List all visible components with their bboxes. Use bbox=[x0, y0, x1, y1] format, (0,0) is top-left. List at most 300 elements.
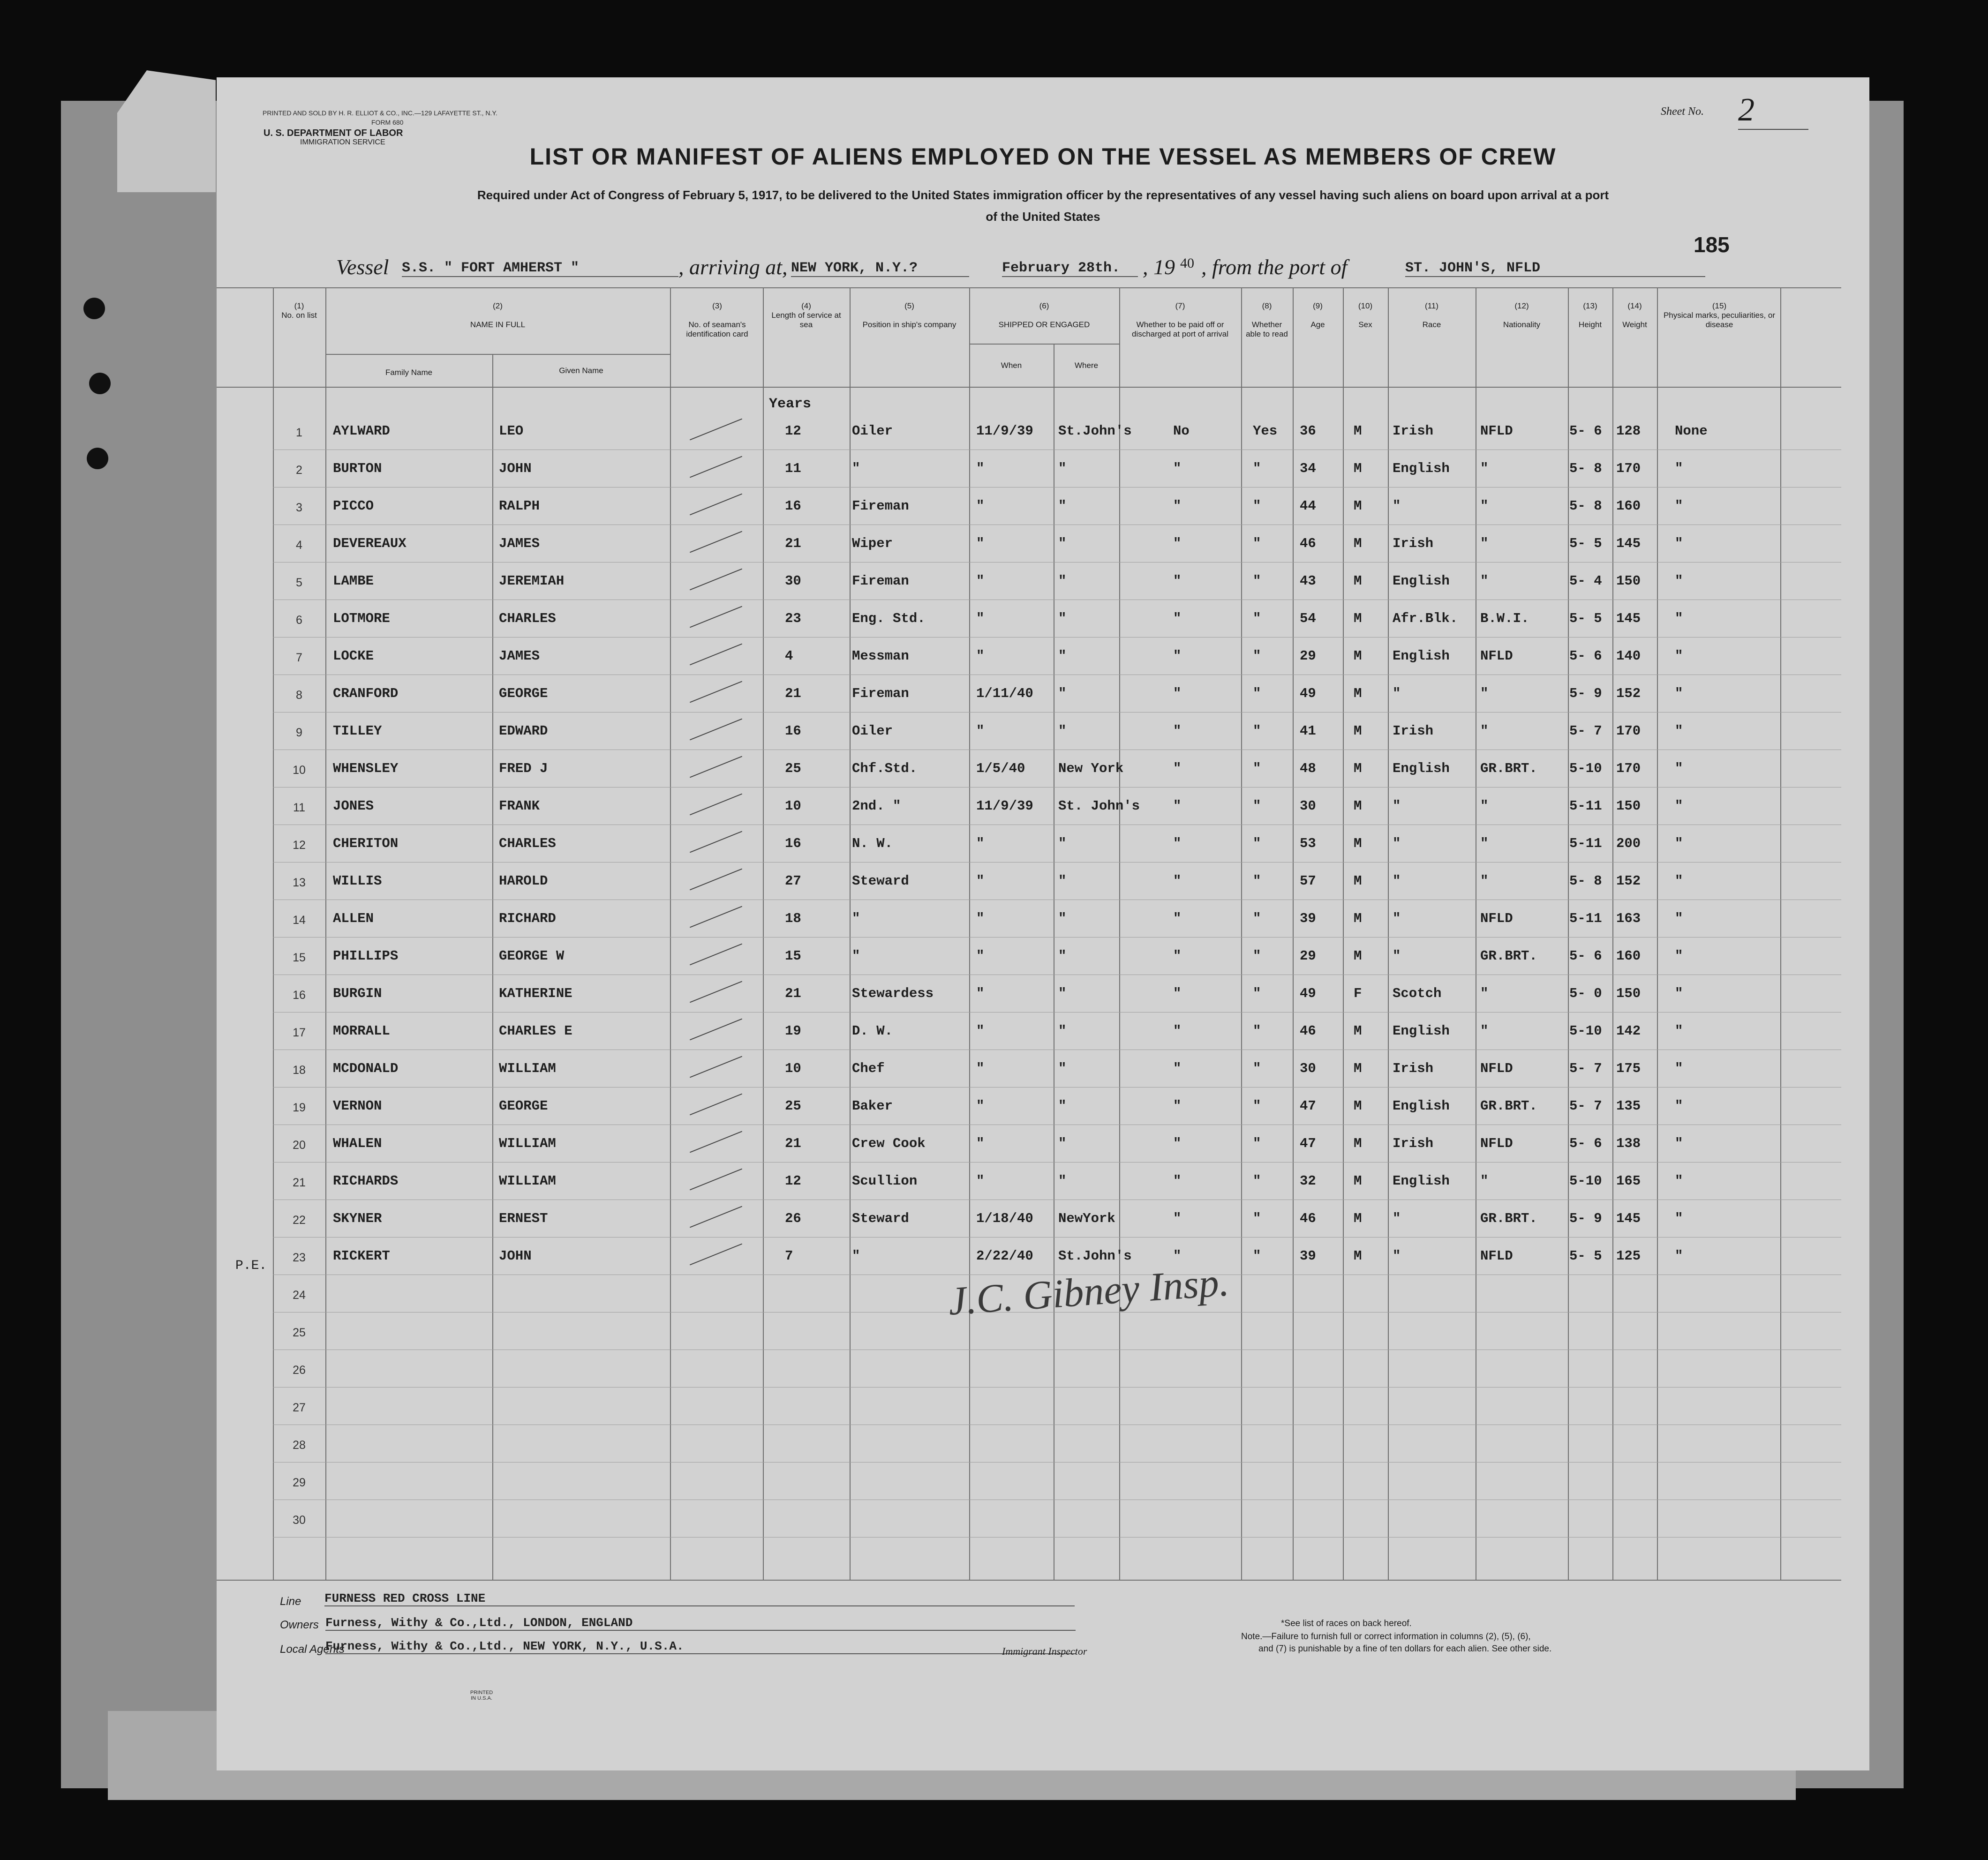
id-card-check-mark bbox=[690, 606, 742, 628]
margin-note: P.E. bbox=[235, 1259, 267, 1273]
row-number-cell: 28 bbox=[293, 1439, 306, 1452]
col-paid-header: (7) Whether to be paid off or discharged at port of arrival bbox=[1132, 301, 1228, 338]
id-card-check-mark bbox=[690, 681, 742, 703]
weight-cell: 145 bbox=[1616, 1211, 1641, 1226]
sex-cell: M bbox=[1354, 573, 1362, 589]
height-cell: 5- 9 bbox=[1569, 686, 1602, 701]
nationality-cell: NFLD bbox=[1480, 648, 1513, 664]
position-cell: Chef bbox=[852, 1061, 885, 1076]
shipped-when-cell: " bbox=[976, 461, 985, 476]
height-cell: 5- 5 bbox=[1569, 536, 1602, 551]
given-name-cell: JAMES bbox=[499, 648, 540, 664]
row-rule bbox=[273, 1387, 1841, 1388]
shipped-when-cell: " bbox=[976, 611, 985, 626]
position-cell: D. W. bbox=[852, 1023, 893, 1039]
weight-cell: 145 bbox=[1616, 611, 1641, 626]
position-cell: " bbox=[852, 911, 860, 926]
from-port: ST. JOHN'S, NFLD bbox=[1405, 260, 1705, 277]
race-cell: " bbox=[1393, 873, 1401, 889]
id-card-check-mark bbox=[690, 644, 742, 666]
paid-off-cell: " bbox=[1173, 611, 1182, 626]
marks-cell: " bbox=[1675, 611, 1683, 626]
shipped-where-cell: " bbox=[1058, 948, 1067, 964]
paid-off-cell: " bbox=[1173, 686, 1182, 701]
age-cell: 39 bbox=[1300, 911, 1316, 926]
able-to-read-cell: " bbox=[1253, 1098, 1261, 1114]
row-number-cell: 6 bbox=[296, 614, 302, 627]
year-suffix: 40 bbox=[1180, 255, 1194, 271]
service-cell: 21 bbox=[785, 1136, 801, 1151]
height-cell: 5- 6 bbox=[1569, 948, 1602, 964]
race-cell: Irish bbox=[1393, 536, 1434, 551]
sex-cell: M bbox=[1354, 1023, 1362, 1039]
weight-cell: 200 bbox=[1616, 836, 1641, 851]
able-to-read-cell: " bbox=[1253, 798, 1261, 814]
height-cell: 5-10 bbox=[1569, 1023, 1602, 1039]
service-cell: 19 bbox=[785, 1023, 801, 1039]
service-cell: 4 bbox=[785, 648, 793, 664]
family-name-cell: PHILLIPS bbox=[333, 948, 399, 964]
shipped-where-cell: " bbox=[1058, 611, 1067, 626]
inspector-label: Immigrant Inspector bbox=[1002, 1645, 1087, 1657]
weight-cell: 135 bbox=[1616, 1098, 1641, 1114]
race-cell: " bbox=[1393, 1248, 1401, 1264]
family-name-cell: BURGIN bbox=[333, 986, 382, 1001]
sex-cell: M bbox=[1354, 536, 1362, 551]
nationality-cell: " bbox=[1480, 1023, 1489, 1039]
height-cell: 5-10 bbox=[1569, 761, 1602, 776]
row-rule bbox=[273, 1537, 1841, 1538]
given-name-cell: JAMES bbox=[499, 536, 540, 551]
able-to-read-cell: " bbox=[1253, 1211, 1261, 1226]
row-rule bbox=[273, 937, 1841, 938]
able-to-read-cell: Yes bbox=[1253, 423, 1278, 439]
age-cell: 53 bbox=[1300, 836, 1316, 851]
page-number: 185 bbox=[1694, 232, 1730, 257]
position-cell: Fireman bbox=[852, 573, 909, 589]
service-cell: 11 bbox=[785, 461, 801, 476]
row-number-cell: 22 bbox=[293, 1214, 306, 1227]
paid-off-cell: " bbox=[1173, 1173, 1182, 1189]
table-bottom-rule bbox=[217, 1580, 1841, 1581]
row-number-cell: 15 bbox=[293, 951, 306, 964]
nationality-cell: GR.BRT. bbox=[1480, 761, 1537, 776]
marks-cell: " bbox=[1675, 461, 1683, 476]
family-name-cell: WILLIS bbox=[333, 873, 382, 889]
family-name-cell: CRANFORD bbox=[333, 686, 399, 701]
age-cell: 46 bbox=[1300, 536, 1316, 551]
given-name-cell: RALPH bbox=[499, 498, 540, 514]
shipped-where-cell: " bbox=[1058, 648, 1067, 664]
race-cell: " bbox=[1393, 1211, 1401, 1226]
race-cell: English bbox=[1393, 761, 1450, 776]
height-cell: 5- 8 bbox=[1569, 498, 1602, 514]
service: IMMIGRATION SERVICE bbox=[300, 138, 385, 146]
marks-cell: " bbox=[1675, 1136, 1683, 1151]
years-label: Years bbox=[769, 396, 812, 412]
marks-cell: " bbox=[1675, 573, 1683, 589]
id-card-check-mark bbox=[690, 1094, 742, 1116]
position-cell: Oiler bbox=[852, 723, 893, 739]
row-number-cell: 20 bbox=[293, 1139, 306, 1152]
position-cell: Crew Cook bbox=[852, 1136, 926, 1151]
page-subtitle: Required under Act of Congress of February 5, 1917, to be delivered to the United States immigration officer by the representatives of any vessel having such aliens on board upon arrival at a port of the United States bbox=[477, 188, 1609, 224]
nationality-cell: " bbox=[1480, 536, 1489, 551]
age-cell: 47 bbox=[1300, 1136, 1316, 1151]
sex-cell: M bbox=[1354, 761, 1362, 776]
owners-label: Owners bbox=[280, 1619, 319, 1631]
given-name-cell: CHARLES bbox=[499, 836, 556, 851]
marks-cell: " bbox=[1675, 836, 1683, 851]
shipped-where-cell: " bbox=[1058, 498, 1067, 514]
row-number-cell: 16 bbox=[293, 989, 306, 1002]
col-when-header: When bbox=[1001, 361, 1022, 370]
marks-cell: " bbox=[1675, 648, 1683, 664]
sex-cell: M bbox=[1354, 1211, 1362, 1226]
family-name-cell: LOTMORE bbox=[333, 611, 390, 626]
shipped-when-cell: " bbox=[976, 1023, 985, 1039]
weight-cell: 128 bbox=[1616, 423, 1641, 439]
sheet-label: Sheet No. bbox=[1661, 105, 1704, 118]
race-cell: English bbox=[1393, 461, 1450, 476]
paid-off-cell: No bbox=[1173, 423, 1190, 439]
shipped-when-cell: 1/18/40 bbox=[976, 1211, 1033, 1226]
id-card-check-mark bbox=[690, 1131, 742, 1153]
vessel-label: Vessel bbox=[336, 255, 389, 279]
able-to-read-cell: " bbox=[1253, 648, 1261, 664]
age-cell: 30 bbox=[1300, 1061, 1316, 1076]
service-cell: 21 bbox=[785, 986, 801, 1001]
weight-cell: 150 bbox=[1616, 573, 1641, 589]
line-value: FURNESS RED CROSS LINE bbox=[324, 1591, 1075, 1606]
printed-mark: PRINTED IN U.S.A. bbox=[470, 1690, 493, 1701]
given-name-cell: JEREMIAH bbox=[499, 573, 565, 589]
position-cell: Scullion bbox=[852, 1173, 918, 1189]
height-cell: 5- 7 bbox=[1569, 723, 1602, 739]
col-position-header: (5) Position in ship's company bbox=[862, 301, 956, 329]
shipped-where-cell: " bbox=[1058, 1136, 1067, 1151]
family-name-cell: SKYNER bbox=[333, 1211, 382, 1226]
shipped-where-cell: St.John's bbox=[1058, 423, 1132, 439]
row-number-cell: 26 bbox=[293, 1364, 306, 1377]
given-name-cell: GEORGE bbox=[499, 1098, 548, 1114]
shipped-where-cell: " bbox=[1058, 1061, 1067, 1076]
vessel-name: S.S. " FORT AMHERST " bbox=[402, 260, 678, 277]
row-number-cell: 10 bbox=[293, 764, 306, 777]
marks-cell: " bbox=[1675, 986, 1683, 1001]
row-number-cell: 18 bbox=[293, 1064, 306, 1077]
nationality-cell: GR.BRT. bbox=[1480, 1098, 1537, 1114]
age-cell: 29 bbox=[1300, 648, 1316, 664]
row-number-cell: 8 bbox=[296, 689, 302, 702]
age-cell: 36 bbox=[1300, 423, 1316, 439]
nationality-cell: " bbox=[1480, 798, 1489, 814]
shipped-when-cell: " bbox=[976, 1061, 985, 1076]
given-name-cell: FRANK bbox=[499, 798, 540, 814]
weight-cell: 170 bbox=[1616, 761, 1641, 776]
able-to-read-cell: " bbox=[1253, 461, 1261, 476]
race-cell: Irish bbox=[1393, 1061, 1434, 1076]
family-name-cell: WHALEN bbox=[333, 1136, 382, 1151]
id-card-check-mark bbox=[690, 831, 742, 853]
id-card-check-mark bbox=[690, 456, 742, 478]
age-cell: 48 bbox=[1300, 761, 1316, 776]
sex-cell: M bbox=[1354, 1061, 1362, 1076]
id-card-check-mark bbox=[690, 1169, 742, 1191]
id-card-check-mark bbox=[690, 419, 742, 441]
paid-off-cell: " bbox=[1173, 873, 1182, 889]
row-rule bbox=[273, 1237, 1841, 1238]
shipped-where-cell: New York bbox=[1058, 761, 1124, 776]
position-cell: " bbox=[852, 948, 860, 964]
shipped-where-cell: " bbox=[1058, 536, 1067, 551]
binder-hole bbox=[83, 298, 105, 319]
printer-line: PRINTED AND SOLD BY H. R. ELLIOT & CO., INC.—129 LAFAYETTE ST., N.Y. bbox=[263, 109, 497, 117]
family-name-cell: DEVEREAUX bbox=[333, 536, 407, 551]
given-name-cell: FRED J bbox=[499, 761, 548, 776]
position-cell: 2nd. " bbox=[852, 798, 901, 814]
given-name-cell: ERNEST bbox=[499, 1211, 548, 1226]
nationality-cell: B.W.I. bbox=[1480, 611, 1529, 626]
nationality-cell: NFLD bbox=[1480, 1136, 1513, 1151]
marks-cell: " bbox=[1675, 761, 1683, 776]
weight-cell: 150 bbox=[1616, 798, 1641, 814]
weight-cell: 152 bbox=[1616, 686, 1641, 701]
position-cell: Fireman bbox=[852, 498, 909, 514]
marks-cell: " bbox=[1675, 498, 1683, 514]
id-card-check-mark bbox=[690, 531, 742, 553]
paid-off-cell: " bbox=[1173, 1248, 1182, 1264]
nationality-cell: " bbox=[1480, 1173, 1489, 1189]
sex-cell: M bbox=[1354, 911, 1362, 926]
able-to-read-cell: " bbox=[1253, 836, 1261, 851]
binder-hole bbox=[87, 448, 108, 469]
nationality-cell: " bbox=[1480, 986, 1489, 1001]
able-to-read-cell: " bbox=[1253, 986, 1261, 1001]
age-cell: 47 bbox=[1300, 1098, 1316, 1114]
nationality-cell: NFLD bbox=[1480, 1248, 1513, 1264]
shipped-when-cell: " bbox=[976, 648, 985, 664]
family-name-cell: BURTON bbox=[333, 461, 382, 476]
row-number-cell: 19 bbox=[293, 1101, 306, 1114]
age-cell: 49 bbox=[1300, 986, 1316, 1001]
shipped-where-cell: " bbox=[1058, 986, 1067, 1001]
col-given-header: Given Name bbox=[559, 366, 603, 375]
paid-off-cell: " bbox=[1173, 948, 1182, 964]
service-cell: 26 bbox=[785, 1211, 801, 1226]
height-cell: 5- 8 bbox=[1569, 461, 1602, 476]
height-cell: 5- 6 bbox=[1569, 423, 1602, 439]
row-number-cell: 3 bbox=[296, 501, 302, 514]
height-cell: 5- 7 bbox=[1569, 1061, 1602, 1076]
row-number-cell: 21 bbox=[293, 1176, 306, 1189]
arriving-label: , arriving at, bbox=[678, 255, 788, 279]
given-name-cell: GEORGE bbox=[499, 686, 548, 701]
race-cell: English bbox=[1393, 1173, 1450, 1189]
family-name-cell: VERNON bbox=[333, 1098, 382, 1114]
torn-corner bbox=[117, 70, 216, 192]
given-name-cell: GEORGE W bbox=[499, 948, 565, 964]
sex-cell: M bbox=[1354, 1136, 1362, 1151]
shipped-where-cell: " bbox=[1058, 686, 1067, 701]
able-to-read-cell: " bbox=[1253, 948, 1261, 964]
given-name-cell: EDWARD bbox=[499, 723, 548, 739]
family-name-cell: JONES bbox=[333, 798, 374, 814]
shipped-where-cell: " bbox=[1058, 723, 1067, 739]
race-cell: Irish bbox=[1393, 423, 1434, 439]
family-name-cell: LAMBE bbox=[333, 573, 374, 589]
shipped-where-cell: " bbox=[1058, 461, 1067, 476]
id-card-check-mark bbox=[690, 1056, 742, 1078]
table-top-rule bbox=[217, 287, 1841, 288]
sex-cell: M bbox=[1354, 723, 1362, 739]
col-no-header: (1) No. on list bbox=[281, 301, 317, 320]
age-cell: 43 bbox=[1300, 573, 1316, 589]
col-marks-header: (15) Physical marks, peculiarities, or disease bbox=[1663, 301, 1776, 329]
shipped-where-cell: " bbox=[1058, 1173, 1067, 1189]
shipped-when-cell: " bbox=[976, 1136, 985, 1151]
given-name-cell: LEO bbox=[499, 423, 524, 439]
sex-cell: M bbox=[1354, 1173, 1362, 1189]
col-read-header: (8) Whether able to read bbox=[1246, 301, 1288, 338]
paid-off-cell: " bbox=[1173, 1211, 1182, 1226]
service-cell: 30 bbox=[785, 573, 801, 589]
marks-cell: " bbox=[1675, 1248, 1683, 1264]
position-cell: Eng. Std. bbox=[852, 611, 926, 626]
paid-off-cell: " bbox=[1173, 1136, 1182, 1151]
shipped-when-cell: " bbox=[976, 1098, 985, 1114]
able-to-read-cell: " bbox=[1253, 1173, 1261, 1189]
able-to-read-cell: " bbox=[1253, 573, 1261, 589]
nationality-cell: " bbox=[1480, 873, 1489, 889]
marks-cell: " bbox=[1675, 1173, 1683, 1189]
able-to-read-cell: " bbox=[1253, 536, 1261, 551]
service-cell: 7 bbox=[785, 1248, 793, 1264]
nationality-cell: NFLD bbox=[1480, 911, 1513, 926]
col-age-header: (9) Age bbox=[1310, 301, 1325, 329]
col-race-header: (11) Race bbox=[1422, 301, 1441, 329]
shipped-when-cell: " bbox=[976, 873, 985, 889]
shipped-when-cell: " bbox=[976, 948, 985, 964]
position-cell: N. W. bbox=[852, 836, 893, 851]
given-name-cell: JOHN bbox=[499, 461, 532, 476]
shipped-when-cell: " bbox=[976, 836, 985, 851]
service-cell: 16 bbox=[785, 723, 801, 739]
position-cell: Wiper bbox=[852, 536, 893, 551]
race-cell: Afr.Blk. bbox=[1393, 611, 1458, 626]
row-number-cell: 5 bbox=[296, 576, 302, 589]
position-cell: Baker bbox=[852, 1098, 893, 1114]
sex-cell: M bbox=[1354, 1248, 1362, 1264]
height-cell: 5- 4 bbox=[1569, 573, 1602, 589]
agents-label: Local Agents bbox=[280, 1643, 345, 1656]
paid-off-cell: " bbox=[1173, 573, 1182, 589]
weight-cell: 170 bbox=[1616, 723, 1641, 739]
col-family-header: Family Name bbox=[385, 368, 433, 377]
paid-off-cell: " bbox=[1173, 1098, 1182, 1114]
sex-cell: M bbox=[1354, 686, 1362, 701]
manifest-page bbox=[217, 77, 1869, 1770]
marks-cell: " bbox=[1675, 1023, 1683, 1039]
service-cell: 10 bbox=[785, 798, 801, 814]
sex-cell: M bbox=[1354, 1098, 1362, 1114]
row-number-cell: 25 bbox=[293, 1326, 306, 1339]
sex-cell: M bbox=[1354, 611, 1362, 626]
shipped-when-cell: 1/5/40 bbox=[976, 761, 1025, 776]
service-cell: 12 bbox=[785, 1173, 801, 1189]
family-name-cell: AYLWARD bbox=[333, 423, 390, 439]
family-name-cell: ALLEN bbox=[333, 911, 374, 926]
given-name-cell: JOHN bbox=[499, 1248, 532, 1264]
able-to-read-cell: " bbox=[1253, 498, 1261, 514]
binder-hole bbox=[89, 373, 111, 394]
able-to-read-cell: " bbox=[1253, 761, 1261, 776]
given-name-cell: KATHERINE bbox=[499, 986, 572, 1001]
row-number-cell: 17 bbox=[293, 1026, 306, 1039]
shipped-when-cell: " bbox=[976, 536, 985, 551]
race-cell: " bbox=[1393, 686, 1401, 701]
race-cell: English bbox=[1393, 573, 1450, 589]
height-cell: 5- 5 bbox=[1569, 611, 1602, 626]
row-rule bbox=[273, 787, 1841, 788]
shipped-where-cell: St.John's bbox=[1058, 1248, 1132, 1264]
shipped-where-cell: " bbox=[1058, 1098, 1067, 1114]
marks-cell: " bbox=[1675, 723, 1683, 739]
sex-cell: F bbox=[1354, 986, 1362, 1001]
id-card-check-mark bbox=[690, 869, 742, 891]
race-cell: Irish bbox=[1393, 1136, 1434, 1151]
row-number-cell: 30 bbox=[293, 1514, 306, 1527]
col-weight-header: (14) Weight bbox=[1622, 301, 1647, 329]
department: U. S. DEPARTMENT OF LABOR bbox=[264, 128, 403, 138]
fine-note-line2: and (7) is punishable by a fine of ten dollars for each alien. See other side. bbox=[1258, 1644, 1552, 1654]
shipped-where-cell: " bbox=[1058, 573, 1067, 589]
paid-off-cell: " bbox=[1173, 498, 1182, 514]
col-nationality-header: (12) Nationality bbox=[1503, 301, 1541, 329]
shipped-subhead-rule bbox=[969, 344, 1119, 345]
age-cell: 39 bbox=[1300, 1248, 1316, 1264]
paid-off-cell: " bbox=[1173, 911, 1182, 926]
paid-off-cell: " bbox=[1173, 1061, 1182, 1076]
row-number-cell: 1 bbox=[296, 426, 302, 439]
marks-cell: None bbox=[1675, 423, 1708, 439]
age-cell: 54 bbox=[1300, 611, 1316, 626]
name-subhead-rule bbox=[325, 354, 670, 355]
height-cell: 5- 0 bbox=[1569, 986, 1602, 1001]
weight-cell: 152 bbox=[1616, 873, 1641, 889]
marks-cell: " bbox=[1675, 873, 1683, 889]
col-id-card-header: (3) No. of seaman's identification card bbox=[686, 301, 748, 338]
shipped-when-cell: 2/22/40 bbox=[976, 1248, 1033, 1264]
col-where-header: Where bbox=[1074, 361, 1099, 370]
sex-cell: M bbox=[1354, 461, 1362, 476]
id-card-check-mark bbox=[690, 906, 742, 928]
race-cell: " bbox=[1393, 911, 1401, 926]
row-number-cell: 7 bbox=[296, 651, 302, 664]
row-rule bbox=[273, 1087, 1841, 1088]
row-number-cell: 4 bbox=[296, 539, 302, 552]
race-cell: " bbox=[1393, 498, 1401, 514]
service-cell: 27 bbox=[785, 873, 801, 889]
position-cell: Chf.Std. bbox=[852, 761, 918, 776]
sheet-number: 2 bbox=[1738, 91, 1808, 130]
nationality-cell: GR.BRT. bbox=[1480, 1211, 1537, 1226]
shipped-where-cell: NewYork bbox=[1058, 1211, 1115, 1226]
service-cell: 16 bbox=[785, 498, 801, 514]
marks-cell: " bbox=[1675, 911, 1683, 926]
sex-cell: M bbox=[1354, 798, 1362, 814]
marks-cell: " bbox=[1675, 948, 1683, 964]
